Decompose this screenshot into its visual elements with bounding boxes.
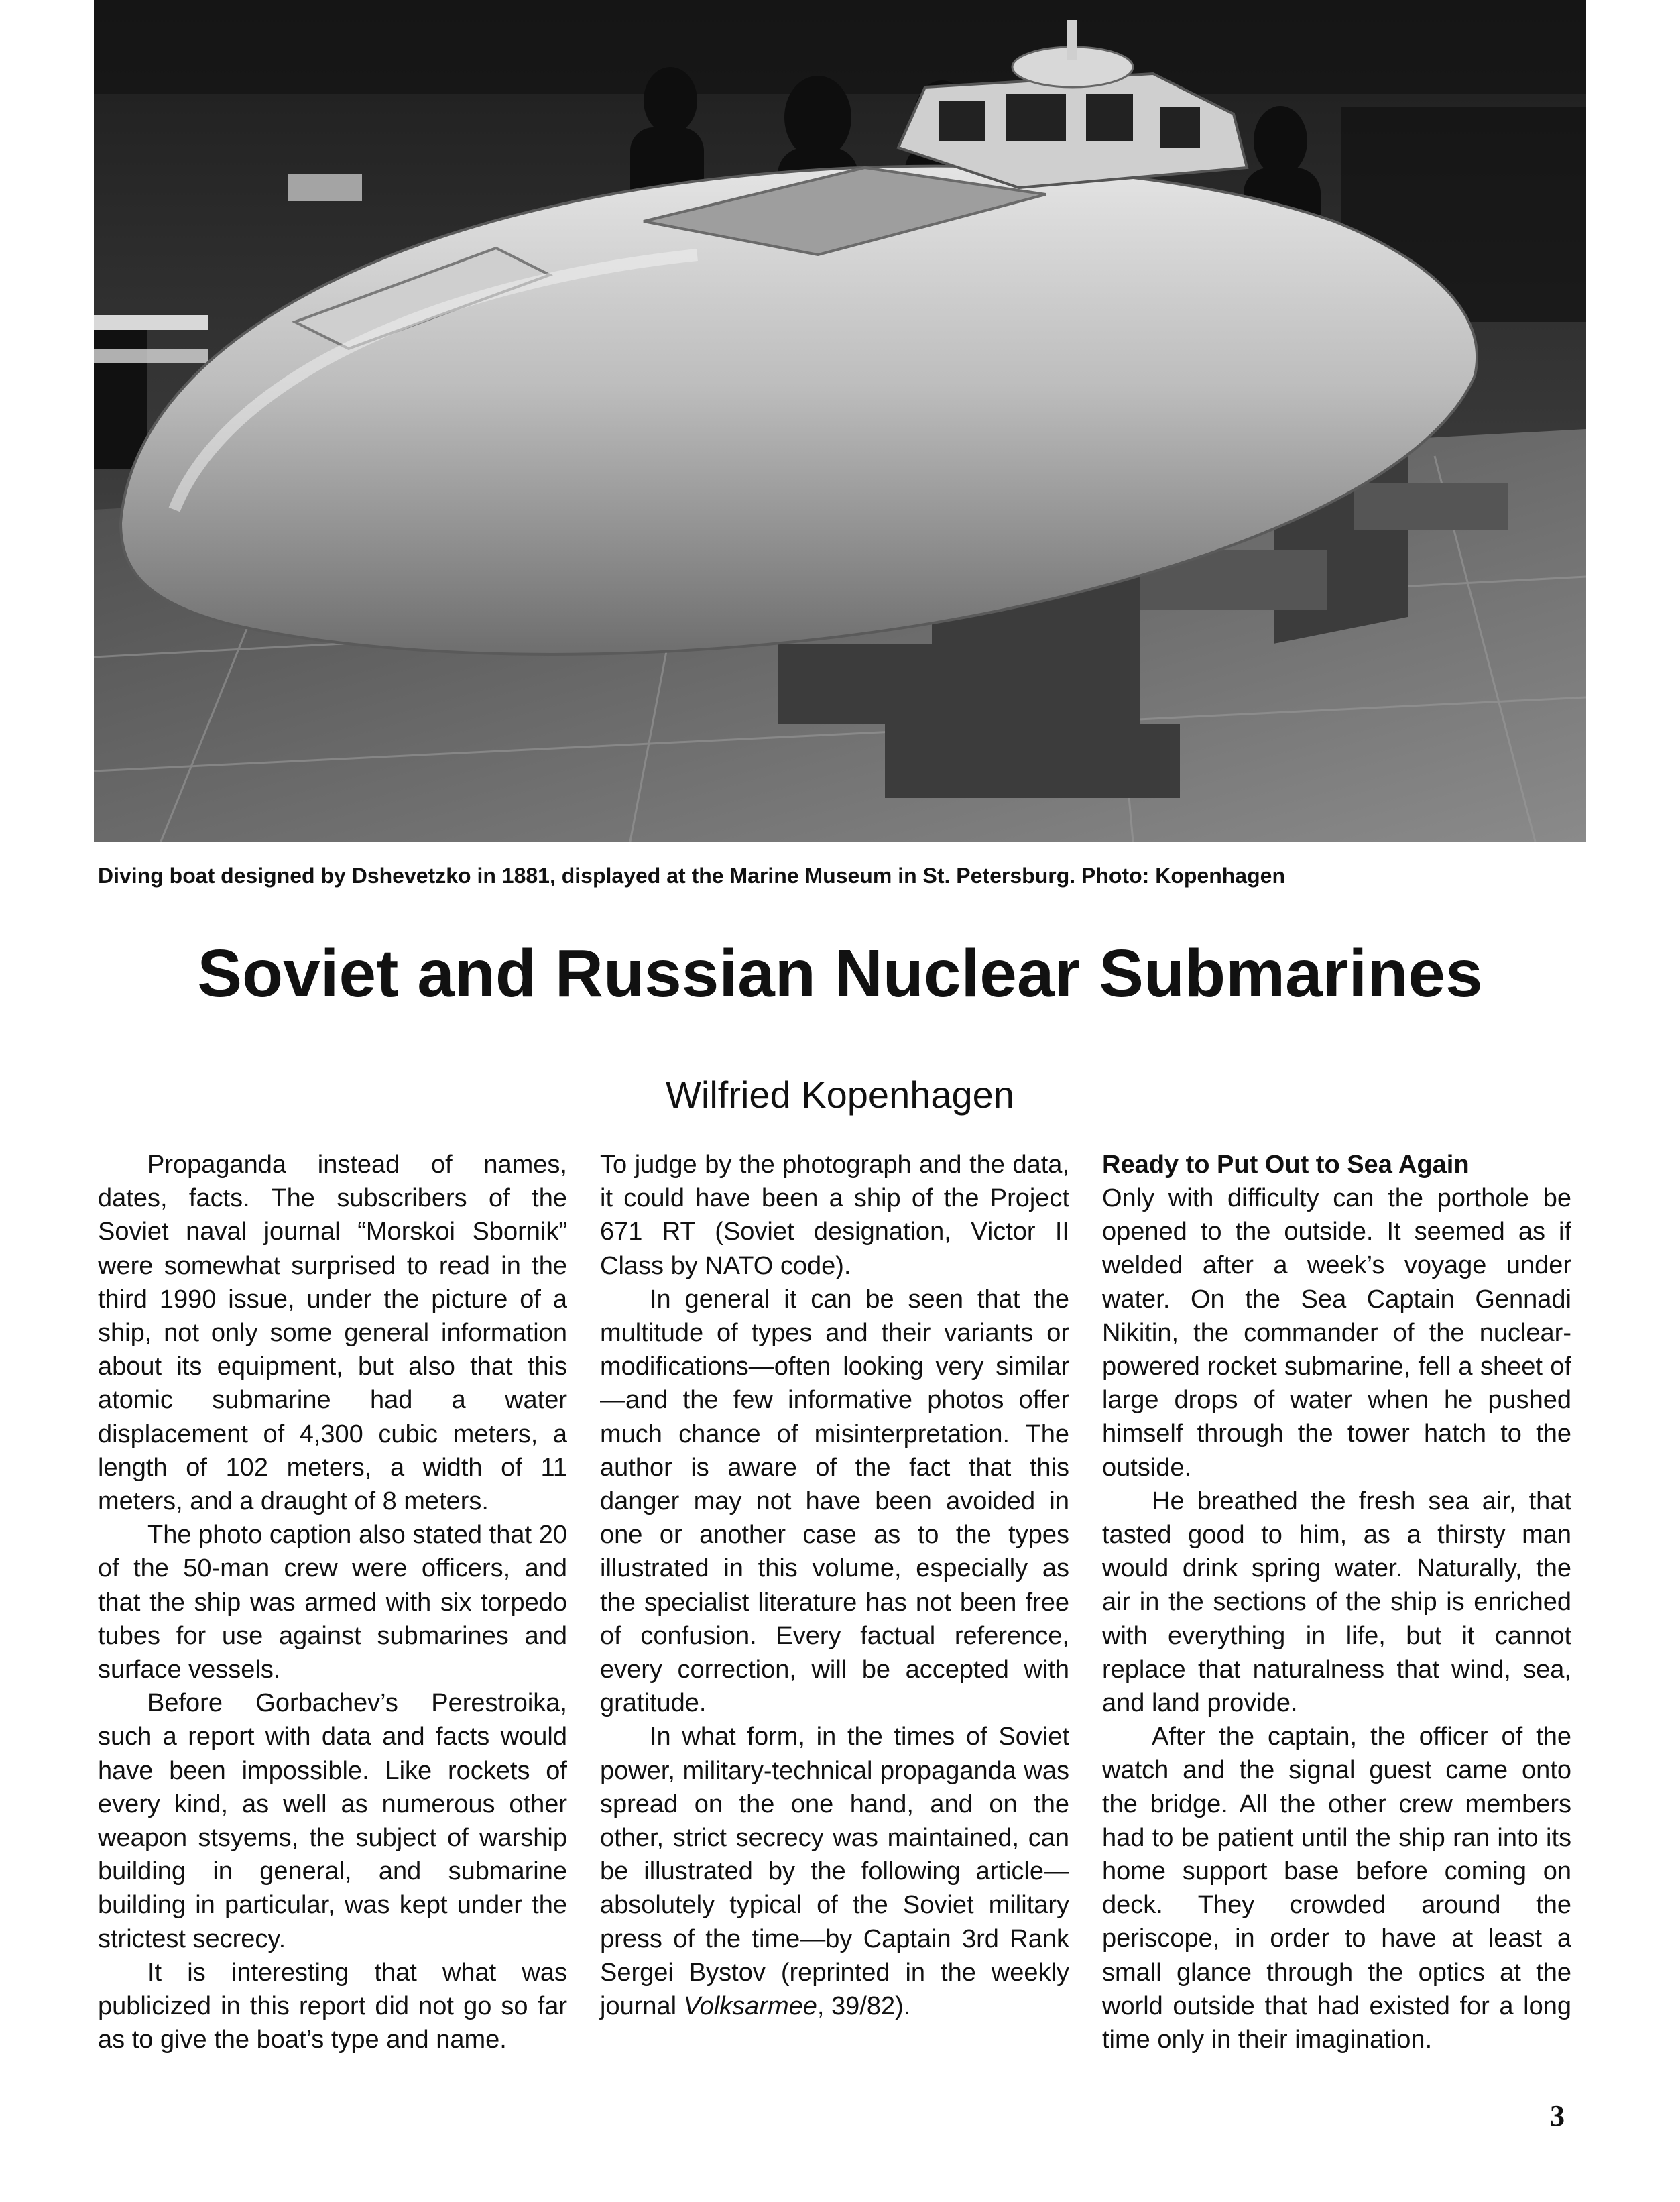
paragraph-text: In what form, in the times of Soviet power, military-technical propaganda was spread on the one hand, and on the other, strict secrecy was maintained, can be illustrated by the following article—absolutely typical of the Soviet military press of the time—by Captain 3rd Rank Sergei Bystov (reprinted in the weekly journal [600,1723,1069,2021]
paragraph: It is interesting that what was publicized in this report did not go so far as to give the boat’s type and name. [98,1958,567,2054]
section-heading: Ready to Put Out to Sea Again [1102,1151,1469,1179]
author-name: Wilfried Kopenhagen [666,1074,1014,1116]
paragraph-text-end: , 39/82). [817,1992,911,2021]
article-title: Soviet and Russian Nuclear Submarines [197,936,1483,1011]
photo-caption: Diving boat designed by Dshevetzko in 1881, displayed at the Marine Museum in St. Petersburg. Photo: Kopenhagen [98,864,1285,888]
paragraph: In general it can be seen that the multitude of types and their variants or modifications—often looking very similar—and the few informative photos offer much chance of misinterpretation. The author is aware of the fact that this danger may not have been avoided in one or another case as to the types illustrated in this volume, especially as the specialist literature has not been free of confusion. Every factual reference, every correction, will be accepted with gratitude. [600,1285,1069,1718]
diving-boat-illustration [94,0,1586,842]
journal-name: Volksarmee [683,1992,817,2021]
text-column-3 [1102,1148,1571,2056]
diving-boat-photo [94,0,1586,842]
text-column-2 [600,1148,1069,2023]
paragraph: Before Gorbachev’s Perestroika, such a report with data and facts would have been impossible. Like rockets of every kind, as well as numerous other weapon stsyems, the subject of warship building in general, and submarine building in particular, was kept under the strictest secrecy. [98,1689,567,1953]
paragraph: After the captain, the officer of the watch and the signal guest came onto the bridge. All the other crew members had to be patient until the ship ran into its home support base before coming on deck. They crowded around the periscope, in order to have at least a small glance through the optics at the world outside that had existed for a long time only in their imagination. [1102,1723,1571,2054]
paragraph: Only with difficulty can the porthole be opened to the outside. It seemed as if welded after a week’s voyage under water. On the Sea Captain Gennadi Nikitin, the commander of the nuclear-powered rocket submarine, fell a sheet of large drops of water when he pushed himself through the tower hatch to the outside. [1102,1184,1571,1482]
text-column-1 [98,1148,567,2056]
page-number: 3 [1550,2099,1565,2132]
paragraph [600,1720,1069,2023]
paragraph: To judge by the photograph and the data, it could have been a ship of the Project 671 RT (Soviet designation, Victor II Class by NATO code). [600,1151,1069,1280]
paragraph: Propaganda instead of names, dates, facts. The subscribers of the Soviet naval journal “Morskoi Sbornik” were somewhat surprised to read in the third 1990 issue, under the picture of a ship, not only some general information about its equipment, but also that this atomic submarine had a water displacement of 4,300 cubic meters, a length of 102 meters, a width of 11 meters, and a draught of 8 meters. [98,1151,567,1516]
paragraph: The photo caption also stated that 20 of the 50-man crew were officers, and that the ship was armed with six torpedo tubes for use against submarines and surface vessels. [98,1521,567,1684]
paragraph: He breathed the fresh sea air, that tasted good to him, as a thirsty man would drink spring water. Naturally, the air in the sections of the ship is enriched with everything in life, but it cannot replace that naturalness that wind, sea, and land provide. [1102,1487,1571,1718]
